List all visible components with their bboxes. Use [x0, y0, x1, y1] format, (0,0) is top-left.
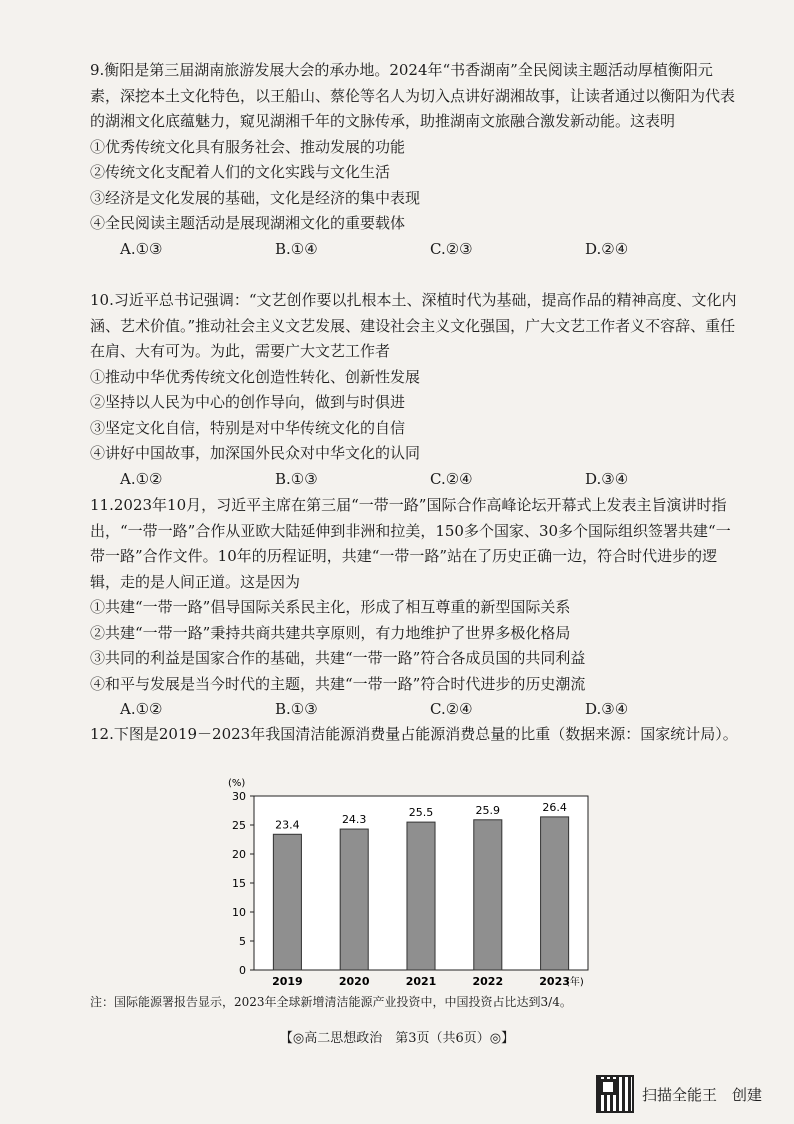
bar — [541, 817, 569, 970]
bar — [407, 822, 435, 970]
x-tick-label: 2023 — [539, 975, 570, 988]
option-b: B.①④ — [275, 239, 318, 258]
option-d: D.③④ — [585, 700, 629, 718]
y-tick-label: 10 — [232, 906, 246, 919]
statement: ②共建“一带一路”秉持共商共建共享原则，有力地维护了世界多极化格局 — [90, 623, 571, 642]
question-text: 10.习近平总书记强调：“文艺创作要以扎根本土、深植时代为基础，提高作品的精神高度、文化内涵、艺术价值。”推动社会主义文艺发展、建设社会主义文化强国，广大文艺工作者义不容辞、重任在肩、大有可为。为此，需要广大文艺工作者 — [90, 291, 737, 360]
statement: ②传统文化支配着人们的文化实践与文化生活 — [90, 163, 391, 181]
x-tick-label: 2020 — [338, 975, 370, 988]
y-tick-label: 30 — [232, 790, 246, 803]
statement: ①共建“一带一路”倡导国际关系民主化，形成了相互尊重的新型国际关系 — [90, 598, 571, 616]
x-tick-label: 2019 — [272, 975, 303, 988]
option-c: C.②③ — [430, 239, 473, 258]
y-tick-label: 0 — [239, 964, 246, 977]
y-tick-label: 15 — [232, 877, 246, 890]
statement: ④和平与发展是当今时代的主题，共建“一带一路”符合时代进步的历史潮流 — [90, 674, 586, 693]
statement: ③共同的利益是国家合作的基础，共建“一带一路”符合各成员国的共同利益 — [90, 649, 586, 667]
data-label: 25.5 — [408, 806, 434, 820]
scanner-watermark — [596, 1075, 762, 1113]
bar — [340, 829, 368, 970]
statement: ④讲好中国故事，加深国外民众对中华文化的认同 — [90, 444, 421, 462]
x-axis-unit: (年) — [566, 977, 584, 988]
y-tick-label: 20 — [232, 848, 246, 861]
bar — [273, 834, 301, 970]
option-b: B.①③ — [275, 700, 318, 718]
bar-chart — [218, 772, 598, 992]
question-text: 9.衡阳是第三届湖南旅游发展大会的承办地。2024年“书香湖南”全民阅读主题活动厚植衡阳元素，深挖本土文化特色，以王船山、蔡伦等名人为切入点讲好湖湘故事，让读者通过以衡阳为代表的湖湘文化底蕴魅力，窥见湖湘千年的文脉传承，助推湖南文旅融合激发新动能。这表明 — [90, 61, 736, 130]
question-11 — [90, 493, 740, 723]
question-text: 11.2023年10月，习近平主席在第三届“一带一路”国际合作高峰论坛开幕式上发表主旨演讲时指出，“一带一路”合作从亚欧大陆延伸到非洲和拉美，150多个国家、30多个国际组织签署共建“一带一路”合作文件。10年的历程证明，共建“一带一路”站在了历史正确一边，符合时代进步的逻辑，走的是人间正道。这是因为 — [90, 496, 731, 591]
answer-options — [120, 697, 720, 723]
data-label: 23.4 — [275, 818, 300, 832]
qr-code-icon — [596, 1075, 634, 1113]
y-tick-label: 5 — [239, 935, 246, 948]
chart-svg — [218, 772, 598, 992]
data-label: 25.9 — [475, 803, 501, 817]
statement: ③坚定文化自信，特别是对中华传统文化的自信 — [90, 418, 406, 437]
answer-options — [120, 467, 720, 493]
chart-note: 注：国际能源署报告显示，2023年全球新增清洁能源产业投资中，中国投资占比达到3/4。 — [90, 995, 572, 1009]
answer-options — [120, 237, 720, 263]
x-tick-label: 2021 — [405, 975, 437, 988]
data-label: 24.3 — [341, 813, 367, 827]
option-a: A.①② — [120, 700, 163, 718]
y-axis-label: (%) — [228, 778, 246, 789]
option-b: B.①③ — [275, 469, 318, 488]
statement: ②坚持以人民为中心的创作导向，做到与时俱进 — [90, 393, 406, 411]
y-tick-label: 25 — [232, 819, 246, 832]
question-text: 12.下图是2019－2023年我国清洁能源消费量占能源消费总量的比重（数据来源：国家统计局）。 — [90, 725, 738, 743]
option-c: C.②④ — [430, 469, 473, 488]
option-c: C.②④ — [430, 700, 473, 718]
bar — [474, 820, 502, 970]
option-a: A.①③ — [120, 239, 163, 258]
page-footer: 【◎高二思想政治 第3页（共6页）◎】 — [279, 1031, 515, 1046]
option-a: A.①② — [120, 469, 163, 488]
statement: ③经济是文化发展的基础，文化是经济的集中表现 — [90, 188, 421, 207]
question-9 — [90, 58, 740, 262]
statement: ④全民阅读主题活动是展现湖湘文化的重要载体 — [90, 214, 406, 232]
question-10 — [90, 288, 740, 492]
statement: ①优秀传统文化具有服务社会、推动发展的功能 — [90, 137, 406, 156]
x-tick-label: 2022 — [472, 975, 504, 988]
scanner-label: 扫描全能王 创建 — [642, 1085, 763, 1104]
question-12 — [90, 722, 740, 748]
data-label: 26.4 — [542, 800, 567, 814]
option-d: D.③④ — [585, 469, 629, 488]
option-d: D.②④ — [585, 239, 629, 258]
statement: ①推动中华优秀传统文化创造性转化、创新性发展 — [90, 367, 421, 386]
